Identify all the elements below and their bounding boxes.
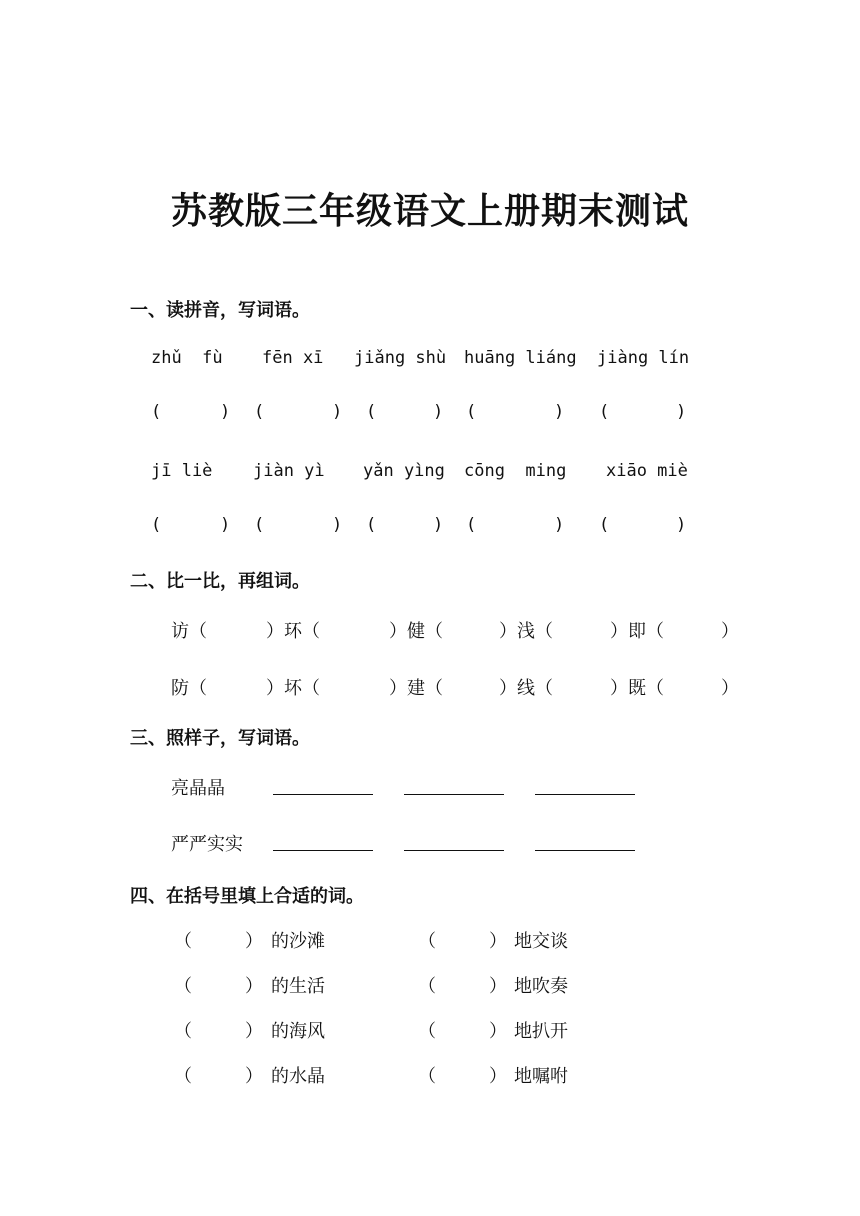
pinyin-fen-xi: fēn xī: [262, 348, 324, 368]
paren-close: ): [220, 402, 231, 422]
compare-item-fang[interactable]: 访（: [171, 621, 207, 642]
paren-open[interactable]: (: [254, 402, 265, 422]
fill-item-text: 的海风: [271, 1021, 325, 1042]
pinyin-jiang-shu: jiǎng shù: [354, 348, 447, 368]
paren-close: ): [220, 515, 231, 535]
fill-item-text: 的水晶: [271, 1066, 325, 1087]
paren-open[interactable]: (: [151, 402, 162, 422]
fill-item-text: 地嘱咐: [514, 1066, 568, 1087]
fill-item-text: 地交谈: [514, 931, 568, 952]
pinyin-jiang-lin: jiàng lín: [597, 348, 690, 368]
compare-item-xian[interactable]: ）线（: [499, 678, 553, 699]
paren-open[interactable]: （: [418, 1066, 436, 1087]
paren-open[interactable]: (: [366, 402, 377, 422]
compare-item-qian[interactable]: ）浅（: [499, 621, 553, 642]
fill-item-text: 的生活: [271, 976, 325, 997]
paren-close: ）: [489, 931, 507, 952]
paren-open[interactable]: (: [466, 515, 477, 535]
paren-close: ): [554, 515, 565, 535]
compare-item-huan[interactable]: ）环（: [266, 621, 320, 642]
compare-item-jian[interactable]: ）健（: [389, 621, 443, 642]
paren-close: ): [676, 402, 687, 422]
paren-open[interactable]: (: [254, 515, 265, 535]
answer-blank[interactable]: [404, 850, 504, 851]
answer-blank[interactable]: [535, 850, 635, 851]
example-word-1: 亮晶晶: [171, 778, 225, 799]
compare-close: ）: [721, 621, 739, 642]
paren-open[interactable]: （: [174, 1021, 192, 1042]
paren-open[interactable]: （: [418, 976, 436, 997]
fill-item-text: 地扒开: [514, 1021, 568, 1042]
section-2-heading: 二、比一比，再组词。: [130, 571, 310, 592]
compare-item-huai[interactable]: ）坏（: [266, 678, 320, 699]
compare-item-ji[interactable]: ）即（: [610, 621, 664, 642]
paren-close: ): [554, 402, 565, 422]
page-title: 苏教版三年级语文上册期末测试: [170, 191, 689, 232]
paren-close: ): [433, 515, 444, 535]
pinyin-cong-ming: cōng ming: [464, 461, 567, 481]
paren-open[interactable]: (: [599, 515, 610, 535]
answer-blank[interactable]: [404, 794, 504, 795]
paren-close: ）: [489, 976, 507, 997]
paren-open[interactable]: （: [174, 931, 192, 952]
paren-close: ）: [489, 1066, 507, 1087]
pinyin-zhu-fu: zhǔ fù: [151, 348, 223, 368]
pinyin-yan-ying: yǎn yìng: [363, 461, 445, 481]
paren-close: ): [332, 402, 343, 422]
paren-open[interactable]: （: [174, 976, 192, 997]
paren-open[interactable]: (: [599, 402, 610, 422]
paren-close: ）: [245, 1021, 263, 1042]
fill-item-text: 地吹奏: [514, 976, 568, 997]
answer-blank[interactable]: [535, 794, 635, 795]
section-4-heading: 四、在括号里填上合适的词。: [130, 886, 364, 907]
paren-close: ): [332, 515, 343, 535]
compare-item-fang2[interactable]: 防（: [171, 678, 207, 699]
paren-open[interactable]: （: [418, 1021, 436, 1042]
paren-close: ）: [489, 1021, 507, 1042]
section-3-heading: 三、照样子，写词语。: [130, 728, 310, 749]
example-word-2: 严严实实: [171, 834, 243, 855]
compare-close: ）: [721, 678, 739, 699]
paren-close: ）: [245, 931, 263, 952]
paren-close: ）: [245, 1066, 263, 1087]
compare-item-ji2[interactable]: ）既（: [610, 678, 664, 699]
fill-item-text: 的沙滩: [271, 931, 325, 952]
paren-open[interactable]: (: [366, 515, 377, 535]
compare-item-jian2[interactable]: ）建（: [389, 678, 443, 699]
pinyin-ji-lie: jī liè: [151, 461, 213, 481]
paren-open[interactable]: (: [466, 402, 477, 422]
pinyin-huang-liang: huāng liáng: [464, 348, 577, 368]
answer-blank[interactable]: [273, 850, 373, 851]
paren-close: ): [433, 402, 444, 422]
paren-open[interactable]: （: [174, 1066, 192, 1087]
paren-close: ): [676, 515, 687, 535]
pinyin-xiao-mie: xiāo miè: [606, 461, 688, 481]
section-1-heading: 一、读拼音，写词语。: [130, 300, 310, 321]
paren-open[interactable]: (: [151, 515, 162, 535]
paren-open[interactable]: （: [418, 931, 436, 952]
paren-close: ）: [245, 976, 263, 997]
pinyin-jian-yi: jiàn yì: [253, 461, 325, 481]
answer-blank[interactable]: [273, 794, 373, 795]
